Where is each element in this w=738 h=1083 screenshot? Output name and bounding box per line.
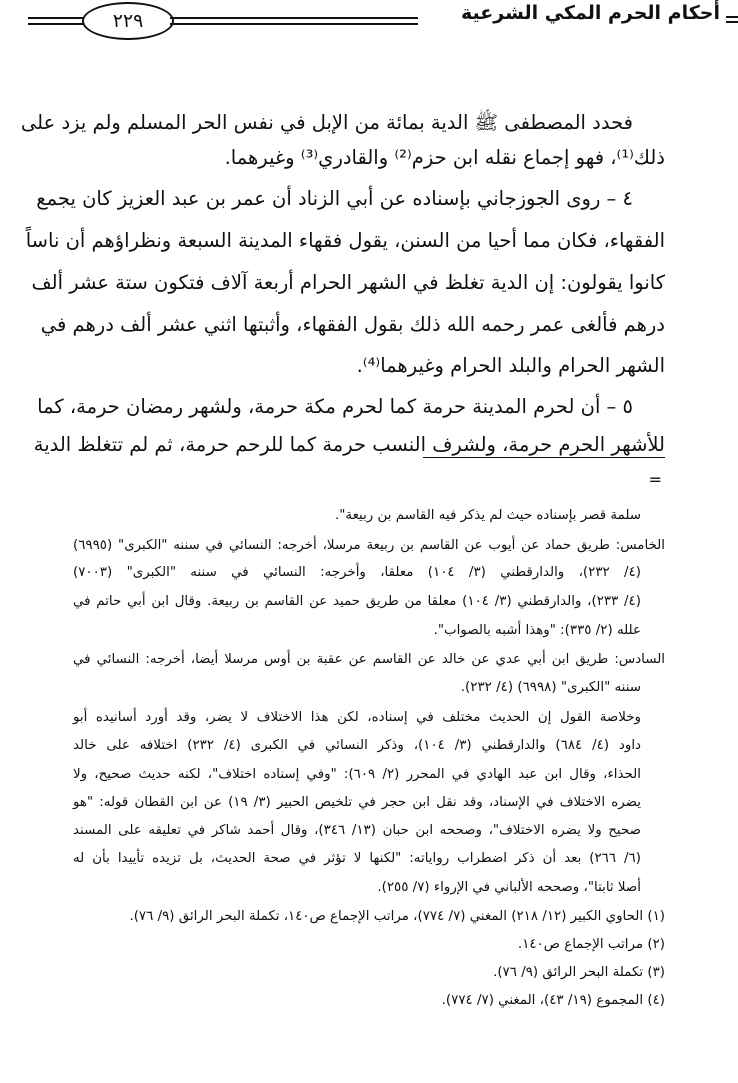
book-title: أحكام الحرم المكي الشرعية (461, 2, 720, 24)
footnote-line: الخامس: طريق حماد عن أيوب عن القاسم بن ربيعة مرسلا، أخرجه: النسائي في سننه "الكبرى" (٦٩٩٥) (73, 538, 665, 553)
footnote-separator (423, 457, 665, 458)
text-line: فحدد المصطفى ﷺ الدية بمائة من الإبل في نفس الحر المسلم ولم يزد على (20, 111, 633, 134)
text-line: الشهر الحرام والبلد الحرام وغيرهما⁽⁴⁾. (356, 354, 665, 377)
footnote-line: (٢) مراتب الإجماع ص١٤٠. (517, 937, 665, 952)
text-line: كانوا يقولون: إن الدية تغلظ في الشهر الحرام أربعة آلاف فتكون ستة عشر ألف (31, 271, 665, 294)
footnote-line: (٦/ ٢٦٦) بعد أن ذكر اضطراب رواياته: "لكنها لا تؤثر في صحة الحديث، بل تزيده تأييدا بأن له (73, 851, 641, 866)
footnote-line: وخلاصة القول إن الحديث مختلف في إسناده، لكن هذا الاختلاف لا يضر، وقد أورد أسانيده أبو (73, 710, 641, 725)
footnote-line: (٤/ ٢٣٣)، والدارقطني (٣/ ١٠٤) معلقا من طريق حميد عن القاسم بن ربيعة. وقال ابن أبي حاتم في (73, 594, 641, 609)
continuation-mark: = (648, 470, 662, 489)
footnote-line: الحذاء، وقال ابن عبد الهادي في المحرر (٢/ ٦٠٩): "وفي إسناده اختلاف"، لكنه حديث صحيح، ولا (73, 767, 641, 782)
footnote-line: أصلا ثابتا"، وصححه الألباني في الإرواء (٧/ ٢٥٥). (377, 880, 641, 895)
footnote-line: (٣) تكملة البحر الرائق (٩/ ٧٦). (493, 965, 665, 980)
header-ornament (726, 16, 738, 23)
footnote-line: يضره الاختلاف في الإسناد، وقد نقل ابن حجر في تلخيص الحبير (٣/ ١٩) عن ابن القطان قوله: "هو (73, 795, 641, 810)
page-number: ٢٢٩ (82, 2, 174, 40)
footnote-line: السادس: طريق ابن أبي عدي عن خالد عن القاسم عن عقبة بن أوس مرسلا أيضا، أخرجه: النسائي في (73, 652, 665, 667)
footnote-line: (٤/ ٢٣٢)، والدارقطني (٣/ ١٠٤) معلقا، وأخرجه: النسائي في سننه "الكبرى" (٧٠٠٣) (73, 565, 641, 580)
footnote-line: داود (٤/ ٦٨٤) والدارقطني (٣/ ١٠٤)، وذكر النسائي في الكبرى (٤/ ٢٣٢) اختلافه على خالد (73, 738, 642, 753)
footnote-line: صحيح ولا يضره الاختلاف"، وصححه ابن حبان (١٣/ ٣٤٦)، وقال أحمد شاكر في تعليقه على المسند (73, 823, 641, 838)
text-line: ٤ – روى الجوزجاني بإسناده عن أبي الزناد أن عمر بن عبد العزيز كان يجمع (36, 187, 633, 210)
text-line: للأشهر الحرم حرمة، ولشرف النسب حرمة كما للرحم حرمة، ثم لم تتغلظ الدية (33, 433, 665, 456)
header-rule-left (28, 17, 84, 25)
header-rule (170, 17, 418, 25)
text-line: ذلك⁽¹⁾، فهو إجماع نقله ابن حزم⁽²⁾ والقادري⁽³⁾ وغيرهما. (224, 146, 665, 169)
text-line: درهم فألغى عمر رحمه الله ذلك بقول الفقهاء، وأثبتها اثني عشر ألف درهم في (40, 313, 665, 336)
footnote-line: (١) الحاوي الكبير (١٢/ ٢١٨) المغني (٧/ ٧٧٤)، مراتب الإجماع ص١٤٠، تكملة البحر الرائق (٩/ ٧٦). (129, 909, 665, 924)
footnote-line: علله (٢/ ٣٣٥): "وهذا أشبه بالصواب". (433, 623, 641, 638)
footnote-line: سننه "الكبرى" (٦٩٩٨) (٤/ ٢٣٢). (460, 680, 641, 695)
footnote-line: (٤) المجموع (١٩/ ٤٣)، المغني (٧/ ٧٧٤). (441, 993, 665, 1008)
footnote-line: سلمة قصر بإسناده حيث لم يذكر فيه القاسم بن ربيعة". (334, 508, 641, 523)
text-line: الفقهاء، فكان مما أحيا من السنن، يقول فقهاء المدينة السبعة ونظراؤهم أن ناساً (25, 229, 665, 252)
text-line: ٥ – أن لحرم المدينة حرمة كما لحرم مكة حرمة، ولشهر رمضان حرمة، كما (37, 395, 633, 418)
